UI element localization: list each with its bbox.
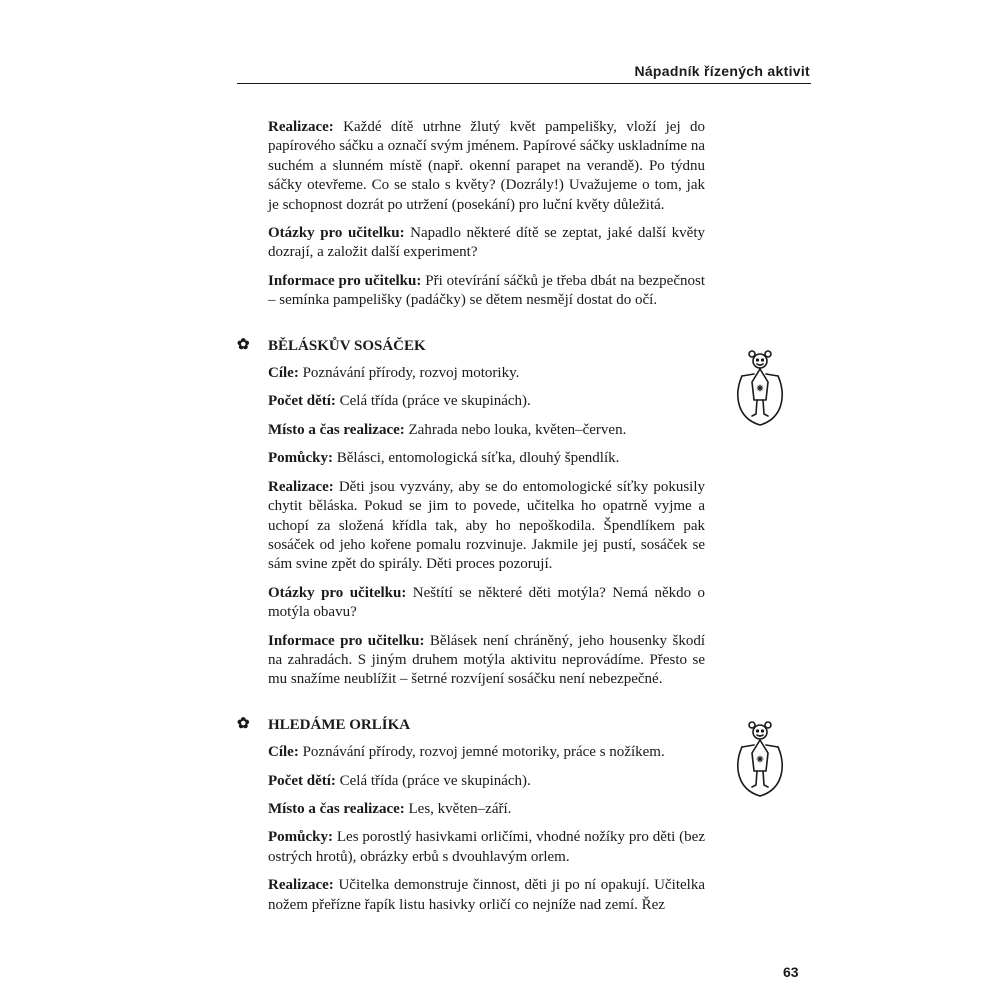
girl-jumping-rope-icon (730, 719, 790, 799)
section-paragraph (268, 449, 705, 468)
paragraph-text: Celá třída (práce ve skupinách). (335, 772, 531, 789)
paragraph-text: Neštítí se některé děti motýla? Nemá někdo o motýla obavu? (268, 584, 705, 621)
paragraph-text: Poznávání přírody, rozvoj jemné motoriky, práce s nožíkem. (298, 744, 665, 761)
flower-bullet-icon: ✿ (237, 336, 250, 353)
paragraph-text: Les porostlý hasivkami orličími, vhodné nožíky pro děti (bez ostrých hrotů), obrázky erbů s dvouhlavým orlem. (268, 829, 705, 865)
paragraph-label: Místo a čas realizace: (268, 421, 405, 438)
paragraph-text: Každé dítě utrhne žlutý květ pampelišky, vloží jej do papírového sáčku a označí svým jménem. Papírové sáčky uskladníme na suchém a slunném místě (např. okenní parapet na verandě). Po týdnu sáčky otevřeme. Co se stalo s květy? (Dozrály!) Uvažujeme o tom, jak je schopnost dozrát po utržení (posekání) pro luční květy důležitá. (268, 119, 705, 213)
paragraph-text: Při otevírání sáčků je třeba dbát na bezpečnost – semínka pampelišky (padáčky) se dětem nesmějí dostat do očí. (268, 272, 705, 309)
intro-paragraph (268, 224, 705, 263)
paragraph-text: Bělásek není chráněný, jeho housenky škodí na zahradách. S jiným druhem motýla aktivitu neprovádíme. Přesto se mu snažíme neublížit – šetrné rozvíjení sosáčku není nebezpečné. (268, 632, 705, 688)
paragraph-text: Zahrada nebo louka, květen–červen. (404, 421, 627, 438)
paragraph-label: Místo a čas realizace: (268, 800, 405, 817)
paragraph-text: Napadlo některé dítě se zeptat, jaké další květy dozrají, a založit další experiment? (268, 225, 705, 261)
paragraph-label: Otázky pro učitelku: (268, 225, 405, 242)
paragraph-text: Děti jsou vyzvány, aby se do entomologické síťky pokusily chytit běláska. Pokud se jim to povede, učitelka ho opatrně vyjme a uchopí za složená křídla tak, aby ho nepoškodila. Špendlíkem pak sosáček od jeho kořene pomalu rozvinuje. Jakmile jej pustí, sosáček se sám svine zpět do spirály. Děti proces pozorují. (268, 478, 705, 573)
section-title: HLEDÁME ORLÍKA (268, 716, 411, 733)
page-number: 63 (783, 964, 799, 980)
paragraph-label: Otázky pro učitelku: (268, 584, 407, 601)
section-paragraph (268, 743, 705, 762)
paragraph-text: Poznávání přírody, rozvoj motoriky. (298, 365, 520, 382)
section-paragraph (268, 421, 705, 440)
section-paragraph (268, 632, 705, 690)
paragraph-text: Bělásci, entomologická síťka, dlouhý špendlík. (333, 450, 620, 467)
section-paragraph (268, 478, 705, 575)
intro-paragraph (268, 118, 705, 215)
paragraph-label: Realizace: (268, 478, 334, 495)
paragraph-label: Informace pro učitelku: (268, 632, 425, 649)
section-paragraph (268, 364, 705, 383)
paragraph-label: Pomůcky: (268, 829, 333, 846)
girl-jumping-rope-icon (730, 348, 790, 428)
page-content (237, 118, 705, 924)
paragraph-label: Počet dětí: (268, 393, 336, 410)
flower-bullet-icon: ✿ (237, 715, 250, 732)
paragraph-label: Počet dětí: (268, 772, 336, 789)
paragraph-label: Cíle: (268, 365, 299, 382)
section-paragraph (268, 800, 705, 819)
paragraph-text: Les, květen–září. (404, 800, 512, 817)
section-paragraph (268, 772, 705, 791)
running-header-title: Nápadník řízených aktivit (634, 63, 810, 79)
paragraph-label: Pomůcky: (268, 450, 333, 467)
paragraph-label: Realizace: (268, 877, 334, 894)
paragraph-text: Celá třída (práce ve skupinách). (335, 393, 531, 410)
intro-paragraph (268, 272, 705, 311)
section-paragraph (268, 392, 705, 411)
header-rule (237, 83, 811, 84)
paragraph-label: Cíle: (268, 744, 299, 761)
section-paragraph (268, 828, 705, 867)
section-paragraph (268, 876, 705, 915)
section-paragraph (268, 584, 705, 623)
section-heading-orlik (237, 715, 705, 735)
section-title: BĚLÁSKŮV SOSÁČEK (268, 337, 426, 354)
paragraph-text: Učitelka demonstruje činnost, děti ji po ní opakují. Učitelka nožem přeřízne řapík listu hasivky orličí co nejníže nad zemí. Řez (268, 877, 705, 913)
paragraph-label: Informace pro učitelku: (268, 272, 422, 289)
section-heading-belasek (237, 336, 705, 356)
paragraph-label: Realizace: (268, 119, 334, 135)
